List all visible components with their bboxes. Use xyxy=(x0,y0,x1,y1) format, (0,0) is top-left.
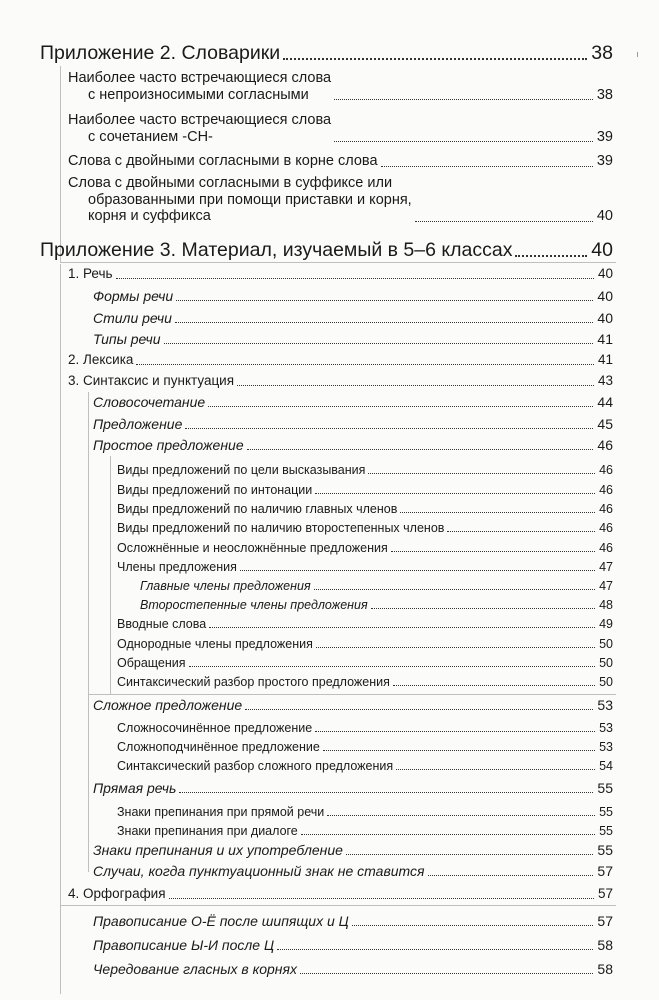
dot-leader xyxy=(393,685,595,686)
dot-leader xyxy=(415,221,593,222)
toc-entry-title: Члены предложения xyxy=(117,560,237,574)
toc-entry[interactable] xyxy=(140,598,613,612)
dot-leader xyxy=(245,709,593,710)
toc-entry-title: Сложносочинённое предложение xyxy=(117,721,313,735)
dot-leader xyxy=(396,769,595,770)
dot-leader xyxy=(391,551,595,552)
dot-leader xyxy=(169,898,594,899)
toc-entry[interactable] xyxy=(68,70,613,103)
toc-entry-page: 48 xyxy=(599,598,613,612)
toc-entry-title-line: Наиболее часто встречающиеся слова xyxy=(68,112,332,128)
toc-entry-page: 50 xyxy=(599,675,613,689)
toc-entry-page: 49 xyxy=(599,617,613,631)
toc-entry-title: Сложноподчинённое предложение xyxy=(117,740,320,754)
dot-leader xyxy=(315,731,595,732)
toc-entry-title: Словосочетание xyxy=(93,394,206,410)
toc-entry-title: Слова с двойными согласными в корне слова xyxy=(68,153,378,169)
toc-entry-page: 46 xyxy=(599,502,613,516)
rule-horizontal-3 xyxy=(60,905,616,906)
toc-entry[interactable] xyxy=(93,310,613,326)
toc-entry-page: 47 xyxy=(599,560,613,574)
toc-entry[interactable] xyxy=(117,721,613,735)
toc-entry-page: 38 xyxy=(591,42,613,64)
toc-entry[interactable] xyxy=(93,863,613,879)
toc-entry[interactable] xyxy=(93,437,613,453)
dot-leader xyxy=(346,854,593,855)
toc-entry-title: Вводные слова xyxy=(117,617,207,631)
toc-entry[interactable] xyxy=(140,579,613,593)
toc-entry-page: 41 xyxy=(597,331,613,347)
toc-entry-page: 40 xyxy=(597,266,613,281)
toc-entry[interactable] xyxy=(117,541,613,555)
toc-entry[interactable] xyxy=(93,416,613,432)
dot-leader xyxy=(189,666,596,667)
toc-entry-page: 58 xyxy=(597,937,613,953)
dot-leader xyxy=(136,364,594,365)
toc-entry-title-line: образованными при помощи приставки и корня, xyxy=(88,191,412,208)
toc-entry-title: Чередование гласных в корнях xyxy=(93,961,297,977)
toc-entry-title-line: корня и суффикса xyxy=(88,208,211,225)
dot-leader xyxy=(116,278,594,279)
dot-leader xyxy=(301,834,595,835)
toc-entry[interactable] xyxy=(68,352,613,368)
toc-entry-title-line: с сочетанием -СН- xyxy=(88,128,213,145)
toc-entry[interactable] xyxy=(117,463,613,477)
toc-entry-page: 57 xyxy=(597,863,613,879)
toc-entry-title: Виды предложений по цели высказывания xyxy=(117,463,366,477)
toc-entry-title: Синтаксический разбор простого предложения xyxy=(117,675,390,689)
toc-entry[interactable] xyxy=(117,759,613,773)
dot-leader xyxy=(175,322,593,323)
toc-entry-page: 45 xyxy=(597,416,613,432)
toc-entry-title xyxy=(68,112,331,145)
toc-entry[interactable] xyxy=(117,740,613,754)
dot-leader xyxy=(277,949,593,950)
toc-entry[interactable] xyxy=(68,175,613,225)
toc-entry-title: Знаки препинания при прямой речи xyxy=(117,805,325,819)
toc-entry-title: Сложное предложение xyxy=(93,697,243,713)
margin-tick xyxy=(637,52,638,57)
toc-entry-title-line: с непроизносимыми согласными xyxy=(88,86,309,103)
dot-leader xyxy=(315,493,595,494)
toc-entry-title: Стили речи xyxy=(93,310,172,326)
toc-entry[interactable] xyxy=(40,239,613,261)
toc-entry[interactable] xyxy=(68,112,613,145)
dot-leader xyxy=(428,875,594,876)
dot-leader xyxy=(371,608,595,609)
toc-entry-page: 46 xyxy=(599,541,613,555)
toc-entry-title: Однородные члены предложения xyxy=(117,637,313,651)
toc-entry[interactable] xyxy=(93,780,613,796)
toc-entry-title: Правописание О-Ё после шипящих и Ц xyxy=(93,913,349,929)
toc-entry-title: 4. Орфография xyxy=(68,886,166,901)
toc-entry[interactable] xyxy=(93,937,613,953)
dot-leader xyxy=(368,473,595,474)
toc-entry-page: 39 xyxy=(596,153,613,169)
toc-entry-title: Виды предложений по наличию главных членов xyxy=(117,502,398,516)
toc-entry[interactable] xyxy=(68,886,613,902)
toc-entry[interactable] xyxy=(117,560,613,574)
toc-entry[interactable] xyxy=(93,331,613,347)
toc-entry-page: 46 xyxy=(599,463,613,477)
toc-entry-title: 3. Синтаксис и пунктуация xyxy=(68,373,235,388)
toc-entry[interactable] xyxy=(93,697,613,713)
dot-leader xyxy=(283,58,587,60)
toc-entry-title: Простое предложение xyxy=(93,437,244,453)
toc-entry[interactable] xyxy=(117,617,613,631)
toc-entry-title xyxy=(68,70,331,103)
dot-leader xyxy=(176,300,593,301)
dot-leader xyxy=(185,428,593,429)
toc-entry[interactable] xyxy=(117,637,613,651)
toc-entry-title: Знаки препинания и их употребление xyxy=(93,842,343,858)
toc-entry-page: 53 xyxy=(597,697,613,713)
toc-entry-title: Приложение 2. Словарики xyxy=(40,42,281,64)
toc-entry-title: Главные члены предложения xyxy=(140,579,311,593)
toc-entry-page: 55 xyxy=(597,780,613,796)
toc-entry-page: 43 xyxy=(597,373,613,388)
dot-leader xyxy=(352,925,594,926)
dot-leader xyxy=(316,647,595,648)
toc-entry-title-line: Слова с двойными согласными в суффиксе или xyxy=(68,175,393,191)
dot-leader xyxy=(447,531,595,532)
dot-leader xyxy=(327,815,595,816)
toc-entry[interactable] xyxy=(93,842,613,858)
toc-entry-page: 46 xyxy=(599,483,613,497)
dot-leader xyxy=(314,589,595,590)
toc-entry[interactable] xyxy=(93,288,613,304)
toc-entry[interactable] xyxy=(40,42,613,64)
toc-entry-page: 58 xyxy=(597,961,613,977)
toc-entry-page: 40 xyxy=(597,310,613,326)
toc-entry-page: 53 xyxy=(599,740,613,754)
dot-leader xyxy=(240,570,595,571)
dot-leader xyxy=(381,166,593,167)
toc-entry-title xyxy=(68,175,412,225)
dot-leader xyxy=(164,343,594,344)
rule-horizontal-2 xyxy=(88,694,616,695)
toc-entry-title: Синтаксический разбор сложного предложения xyxy=(117,759,394,773)
dot-leader xyxy=(179,792,593,793)
toc-entry-title: Предложение xyxy=(93,416,183,432)
toc-entry-title: Обращения xyxy=(117,656,186,670)
dot-leader xyxy=(300,973,593,974)
toc-entry-title: Правописание Ы-И после Ц xyxy=(93,937,275,953)
toc-entry-page: 53 xyxy=(599,721,613,735)
dot-leader xyxy=(515,255,587,257)
rule-vertical-4 xyxy=(110,456,111,694)
toc-entry-page: 57 xyxy=(597,913,613,929)
rule-horizontal-1 xyxy=(60,262,616,263)
toc-entry-page: 46 xyxy=(597,437,613,453)
toc-entry[interactable] xyxy=(117,521,613,535)
toc-entry-title: Случаи, когда пунктуационный знак не ставится xyxy=(93,863,425,879)
dot-leader xyxy=(323,750,595,751)
toc-entry-page: 55 xyxy=(599,805,613,819)
toc-entry-title-line: Наиболее часто встречающиеся слова xyxy=(68,70,332,86)
toc-entry[interactable] xyxy=(68,373,613,389)
dot-leader xyxy=(400,512,595,513)
toc-entry-title: Виды предложений по интонации xyxy=(117,483,313,497)
toc-entry-page: 41 xyxy=(597,352,613,367)
dot-leader xyxy=(237,385,594,386)
dot-leader xyxy=(334,141,593,142)
rule-vertical-3 xyxy=(88,392,89,872)
dot-leader xyxy=(334,99,593,100)
toc-entry[interactable] xyxy=(93,961,613,977)
toc-entry-title: Знаки препинания при диалоге xyxy=(117,824,298,838)
toc-entry[interactable] xyxy=(117,805,613,819)
toc-entry-title: Типы речи xyxy=(93,331,161,347)
toc-entry[interactable] xyxy=(117,824,613,838)
toc-entry-title: Прямая речь xyxy=(93,780,177,796)
toc-entry[interactable] xyxy=(117,483,613,497)
toc-entry-page: 46 xyxy=(599,521,613,535)
toc-entry[interactable] xyxy=(117,656,613,670)
toc-entry-page: 47 xyxy=(599,579,613,593)
toc-entry-page: 40 xyxy=(591,239,613,261)
toc-entry-title: 1. Речь xyxy=(68,266,113,281)
toc-entry[interactable] xyxy=(93,394,613,410)
toc-entry-page: 38 xyxy=(596,86,613,103)
dot-leader xyxy=(208,406,593,407)
toc-entry-title: Второстепенные члены предложения xyxy=(140,598,368,612)
toc-entry-page: 55 xyxy=(599,824,613,838)
toc-entry-page: 50 xyxy=(599,656,613,670)
toc-entry-page: 54 xyxy=(599,759,613,773)
toc-entry[interactable] xyxy=(68,153,613,170)
toc-entry-page: 40 xyxy=(596,208,613,225)
rule-vertical-2 xyxy=(60,264,61,994)
toc-entry-page: 50 xyxy=(599,637,613,651)
toc-entry-page: 39 xyxy=(596,128,613,145)
toc-entry-page: 44 xyxy=(597,394,613,410)
toc-entry-title: Приложение 3. Материал, изучаемый в 5–6 классах xyxy=(40,239,513,261)
dot-leader xyxy=(247,449,594,450)
toc-entry-title: Формы речи xyxy=(93,288,174,304)
toc-entry[interactable] xyxy=(93,913,613,929)
toc-entry-page: 40 xyxy=(597,288,613,304)
toc-entry-title: Осложнённые и неосложнённые предложения xyxy=(117,541,388,555)
toc-entry[interactable] xyxy=(117,675,613,689)
toc-entry[interactable] xyxy=(117,502,613,516)
toc-entry-page: 57 xyxy=(597,886,613,901)
toc-entry-title: 2. Лексика xyxy=(68,352,134,367)
toc-entry[interactable] xyxy=(68,266,613,282)
dot-leader xyxy=(209,627,595,628)
toc-entry-page: 55 xyxy=(597,842,613,858)
toc-entry-title: Виды предложений по наличию второстепенных членов xyxy=(117,521,445,535)
rule-vertical-1 xyxy=(60,66,61,262)
